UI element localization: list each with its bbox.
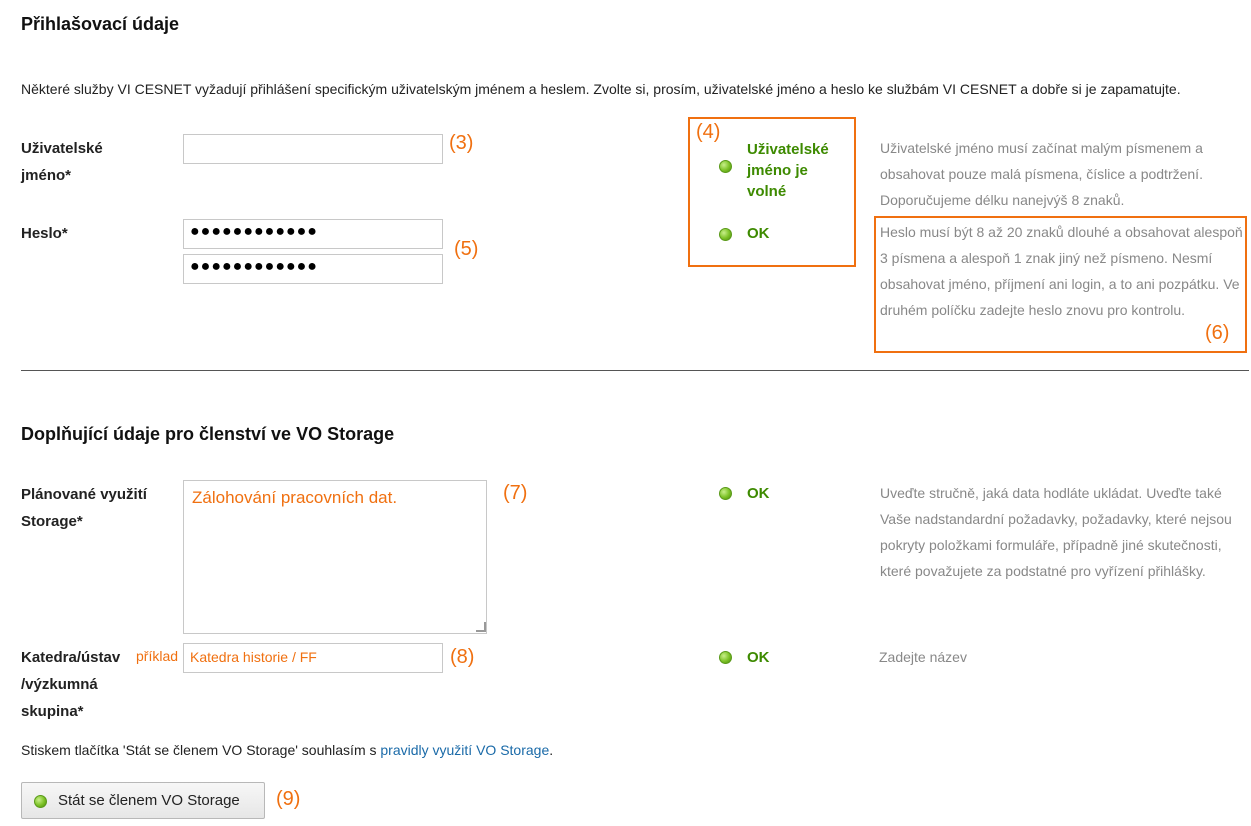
usage-status: OK bbox=[747, 485, 770, 502]
rules-link[interactable]: pravidly využití VO Storage bbox=[380, 742, 550, 758]
username-help: Uživatelské jméno musí začínat malým písmenem a obsahovat pouze malá písmena, číslice a podtržení. Doporučujeme délku nanejvýš 8 znaků. bbox=[880, 140, 1203, 208]
password-input[interactable]: ●●●●●●●●●●●● bbox=[183, 219, 443, 249]
join-vo-storage-button[interactable]: Stát se členem VO Storage bbox=[21, 782, 265, 819]
annotation-5: (5) bbox=[454, 238, 479, 260]
ok-icon bbox=[719, 160, 732, 173]
annotation-4: (4) bbox=[696, 121, 721, 143]
usage-textarea[interactable]: Zálohování pracovních dat. bbox=[183, 480, 487, 634]
ok-icon bbox=[719, 651, 732, 664]
section-title-membership: Doplňující údaje pro členství ve VO Storage bbox=[21, 424, 395, 444]
usage-help: Uveďte stručně, jaká data hodláte ukládat. Uveďte také Vaše nadstandardní požadavky, požadavky, které nejsou pokryty položkami formuláře, případně jiné skutečnosti, které považujete za podstatné pro vyřízení přihlášky. bbox=[880, 485, 1232, 579]
intro-text: Některé služby VI CESNET vyžadují přihlášení specifickým uživatelským jménem a heslem. Zvolte si, prosím, uživatelské jméno a heslo ke službám VI CESNET a dobře si je zapamatujte. bbox=[21, 81, 1181, 97]
department-input[interactable]: Katedra historie / FF bbox=[183, 643, 443, 673]
annotation-8: (8) bbox=[450, 646, 475, 668]
usage-label: Plánované využití Storage* bbox=[21, 486, 147, 530]
username-input[interactable] bbox=[183, 134, 443, 164]
ok-icon bbox=[719, 228, 732, 241]
department-status: OK bbox=[747, 649, 770, 666]
annotation-3: (3) bbox=[449, 132, 474, 154]
username-label: Uživatelské jméno* bbox=[21, 140, 103, 184]
department-label: Katedra/ústav /výzkumná skupina* bbox=[21, 649, 121, 720]
department-help: Zadejte název bbox=[879, 649, 967, 665]
department-example-label: příklad bbox=[136, 648, 179, 664]
password-confirm-input[interactable]: ●●●●●●●●●●●● bbox=[183, 254, 443, 284]
annotation-7: (7) bbox=[503, 482, 528, 504]
password-status: OK bbox=[747, 225, 770, 242]
consent-text: Stiskem tlačítka 'Stát se členem VO Storage' souhlasím s pravidly využití VO Storage. bbox=[21, 742, 554, 758]
section-divider bbox=[21, 370, 1249, 371]
ok-icon bbox=[34, 795, 47, 808]
resize-handle[interactable] bbox=[476, 622, 486, 632]
annotation-9: (9) bbox=[276, 788, 301, 810]
annotation-6: (6) bbox=[1205, 322, 1230, 344]
password-help: Heslo musí být 8 až 20 znaků dlouhé a obsahovat alespoň 3 písmena a alespoň 1 znak jiný než písmeno. Nesmí obsahovat jméno, příjmení ani login, a to ani pozpátku. Ve druhém políčku zadejte heslo znovu pro kontrolu. bbox=[880, 224, 1243, 318]
password-label: Heslo* bbox=[21, 225, 68, 242]
section-title-login: Přihlašovací údaje bbox=[21, 14, 180, 34]
username-status: Uživatelské jméno je volné bbox=[747, 141, 829, 200]
ok-icon bbox=[719, 487, 732, 500]
